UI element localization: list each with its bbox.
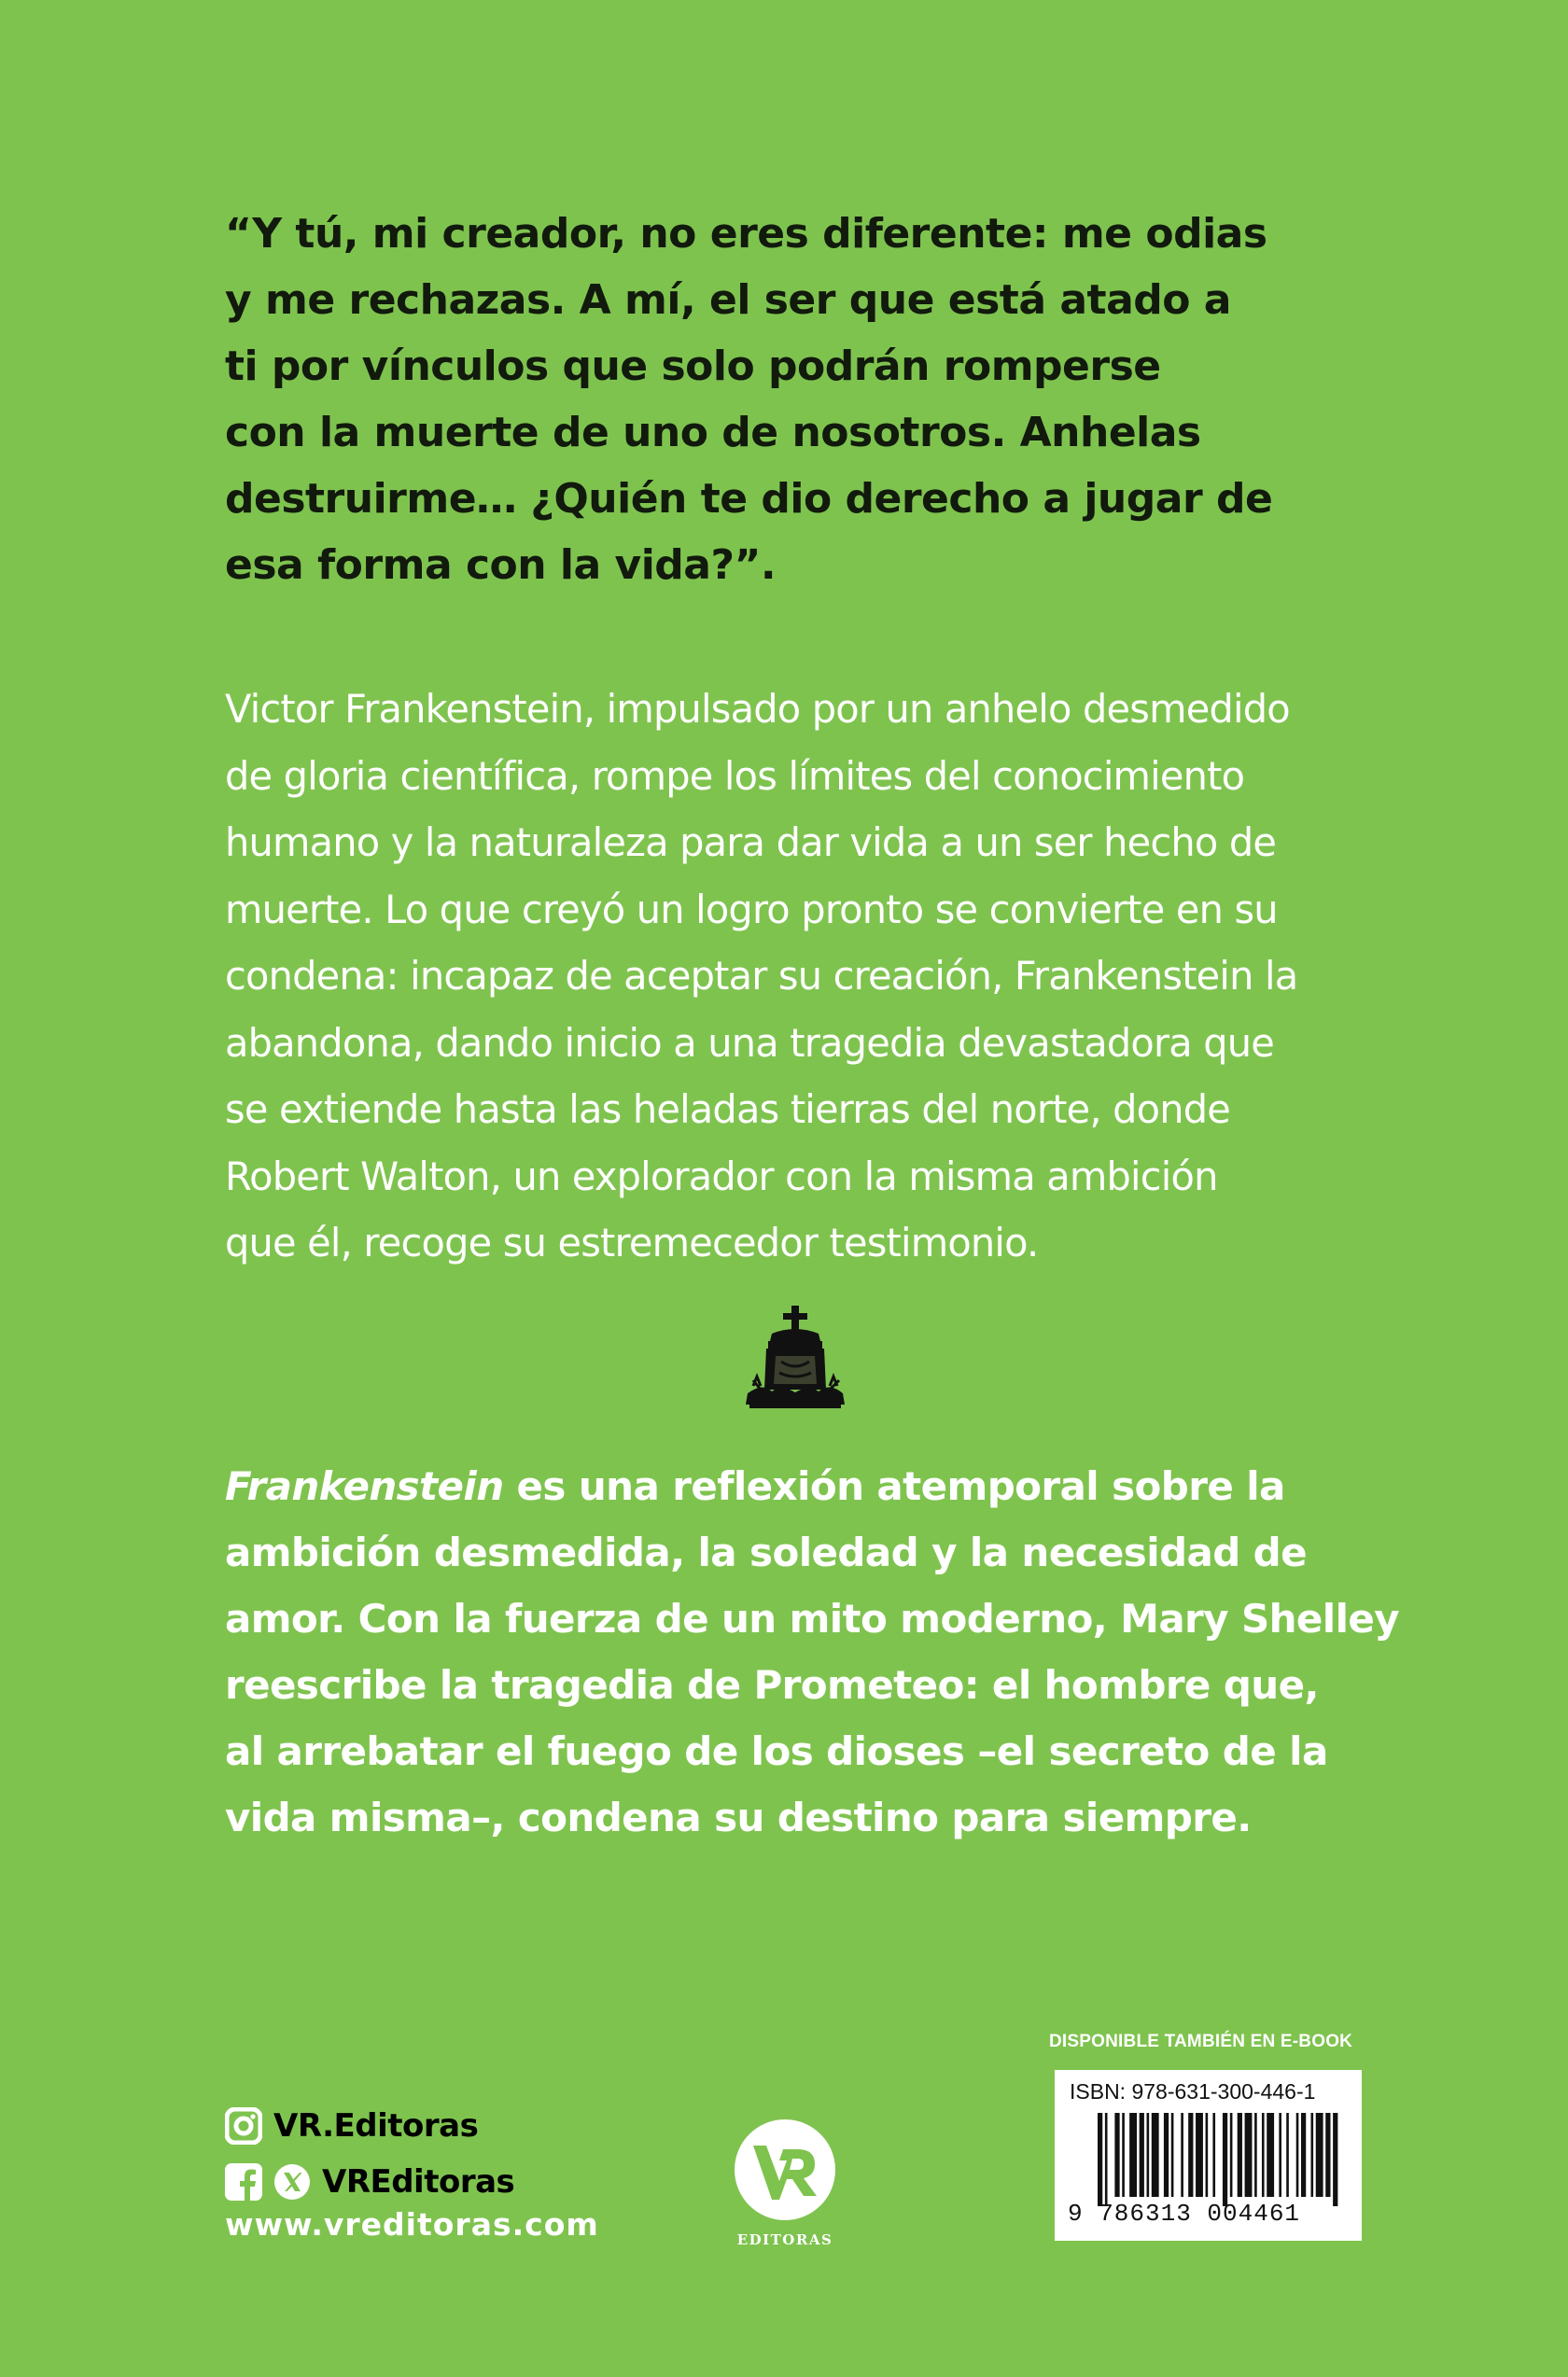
isbn-barcode: [1055, 2070, 1362, 2241]
facebook-icon: [225, 2163, 262, 2201]
opening-quote: [225, 201, 1373, 598]
barcode-bar: [1245, 2113, 1253, 2197]
barcode-bar: [1301, 2113, 1306, 2197]
pitch-paragraph: [225, 1453, 1401, 1851]
synopsis-line: humano y la naturaleza para dar vida a un ser hecho de: [225, 819, 1277, 865]
barcode-bar: [1254, 2113, 1257, 2197]
barcode-bar: [1262, 2113, 1265, 2197]
synopsis-line: de gloria científica, rompe los límites del conocimiento: [225, 752, 1245, 799]
barcode-bar: [1279, 2113, 1281, 2197]
pitch-line: reescribe la tragedia de Prometeo: el hombre que,: [225, 1662, 1319, 1708]
barcode-bar: [1230, 2113, 1233, 2197]
barcode-bar: [1212, 2113, 1215, 2197]
synopsis-line: se extiende hasta las heladas tierras del norte, donde: [225, 1086, 1231, 1132]
quote-line: con la muerte de uno de nosotros. Anhelas: [225, 409, 1201, 456]
pitch-line: vida misma–, condena su destino para siempre.: [225, 1795, 1252, 1840]
quote-line: destruirme… ¿Quién te dio derecho a jugar de: [225, 475, 1273, 523]
barcode-bar: [1286, 2113, 1289, 2197]
barcode-bar: [1333, 2113, 1337, 2206]
synopsis-line: muerte. Lo que creyó un logro pronto se convierte en su: [225, 886, 1278, 932]
instagram-handle: VR.Editoras: [273, 2107, 479, 2145]
quote-line: “Y tú, mi creador, no eres diferente: me odias: [225, 210, 1267, 258]
synopsis-line: abandona, dando inicio a una tragedia devastadora que: [225, 1019, 1275, 1066]
website-link[interactable]: www.vreditoras.com: [225, 2206, 599, 2243]
x-handle: VREditoras: [322, 2163, 515, 2201]
barcode-bar: [1206, 2113, 1209, 2197]
barcode-bar: [1164, 2113, 1169, 2197]
barcode-bar: [1310, 2113, 1313, 2197]
barcode-bar: [1098, 2113, 1102, 2206]
synopsis-line: Victor Frankenstein, impulsado por un anhelo desmedido: [225, 686, 1290, 732]
barcode-digits: 9 786313 004461: [1068, 2200, 1301, 2228]
barcode-bar: [1129, 2113, 1137, 2197]
barcode-bar: [1122, 2113, 1125, 2197]
barcode-bar: [1181, 2113, 1183, 2197]
synopsis-paragraph: [225, 676, 1382, 1277]
pitch-line: al arrebatar el fuego de los dioses –el secreto de la: [225, 1728, 1328, 1774]
grave-icon: [744, 1304, 847, 1414]
logo-text: EDITORAS: [736, 2231, 833, 2248]
barcode-bar: [1196, 2113, 1203, 2197]
barcode-bar: [1296, 2113, 1299, 2197]
barcode-bar: [1114, 2113, 1119, 2197]
barcode-bar: [1152, 2113, 1159, 2197]
pitch-line: ambición desmedida, la soledad y la necesidad de: [225, 1530, 1308, 1575]
x-icon: [273, 2163, 311, 2201]
instagram-icon: [225, 2107, 262, 2145]
barcode-bar: [1171, 2113, 1174, 2197]
quote-line: esa forma con la vida?”.: [225, 541, 777, 589]
barcode-bar: [1316, 2113, 1323, 2197]
barcode-bar: [1238, 2113, 1242, 2197]
synopsis-line: condena: incapaz de aceptar su creación, Frankenstein la: [225, 953, 1298, 999]
barcode-bar: [1188, 2113, 1193, 2197]
ebook-note: DISPONIBLE TAMBIÉN EN E-BOOK: [1049, 2032, 1353, 2051]
isbn-label: ISBN: 978-631-300-446-1: [1070, 2079, 1316, 2104]
pitch-line-rest: es una reflexión atemporal sobre la: [503, 1463, 1285, 1509]
barcode-bar: [1147, 2113, 1150, 2197]
barcode-bar: [1267, 2113, 1274, 2197]
instagram-row[interactable]: [225, 2107, 478, 2145]
barcode-bar: [1325, 2113, 1330, 2197]
book-title: Frankenstein: [225, 1463, 504, 1509]
barcode-bar: [1105, 2113, 1108, 2206]
barcode-bars: [1098, 2113, 1340, 2206]
quote-line: ti por vínculos que solo podrán romperse: [225, 343, 1161, 390]
synopsis-line: que él, recoge su estremecedor testimonio.: [225, 1220, 1039, 1265]
pitch-line: [225, 1453, 1401, 1519]
pitch-line: amor. Con la fuerza de un mito moderno, Mary Shelley: [225, 1596, 1400, 1642]
quote-line: y me rechazas. A mí, el ser que está atado a: [225, 276, 1231, 324]
vr-logo: [733, 2119, 837, 2252]
synopsis-line: Robert Walton, un explorador con la misma ambición: [225, 1153, 1218, 1199]
facebook-x-row[interactable]: [225, 2163, 514, 2201]
barcode-bar: [1140, 2113, 1144, 2197]
barcode-bar: [1223, 2113, 1227, 2206]
